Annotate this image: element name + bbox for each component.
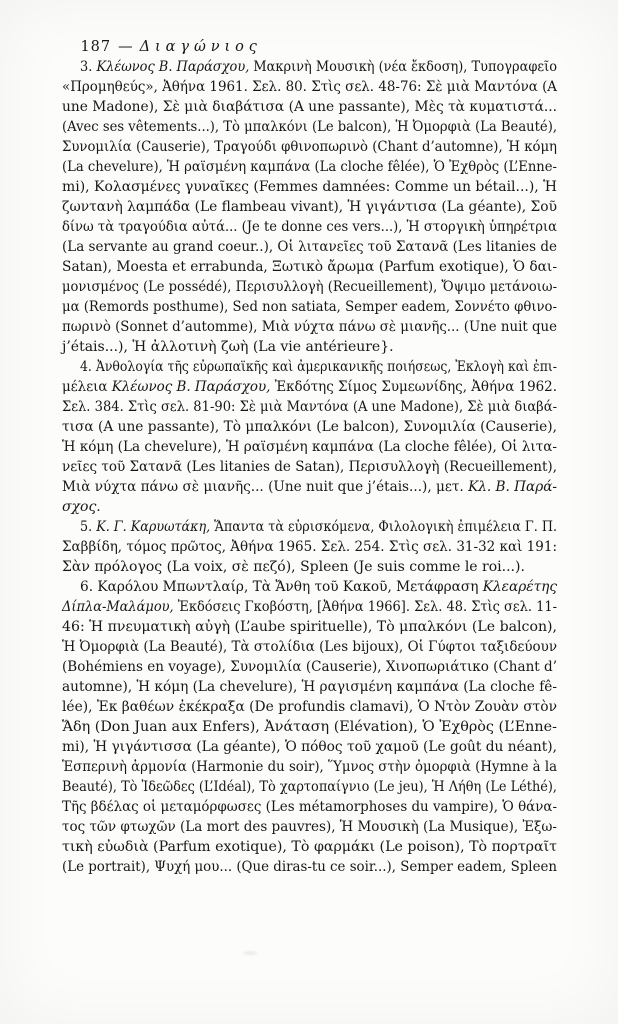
text-segment: j’étais...), Ἡ ἀλλοτινὴ ζωὴ (La vie antérieure}. [62,339,394,355]
bibliography-entry [62,517,557,577]
author-name-italic: Κ. Γ. Καρυωτάκη, [96,519,211,535]
text-line [62,657,557,677]
text-segment: une Madone), Σὲ μιὰ διαβάτισα (A une passante), Μὲς τὰ κυματιστά... [62,99,557,115]
text-segment: mi), Κολασμένες γυναῖκες (Femmes damnées: Comme un bétail...), Ἡ [62,179,557,195]
text-line [62,97,557,117]
text-line [62,837,557,857]
text-line [62,77,557,97]
text-line [62,717,557,737]
text-segment: Τῆς βδέλας οἱ μεταμόρφωσες (Les métamorphoses du vampire), Ὁ θάνα- [62,799,557,815]
header-separator: — [118,39,133,55]
text-line [62,137,557,157]
text-segment: Ἅπαντα τὰ εὑρισκόμενα, Φιλολογικὴ ἐπιμέλεια Γ. Π. [210,519,557,535]
text-line [62,677,557,697]
text-segment: (La servante au grand coeur..), Οἱ λιτανεῖες τοῦ Σατανᾶ (Les litanies de [62,239,557,255]
text-line [62,177,557,197]
text-line [62,117,557,137]
scan-smudge [243,951,257,955]
text-segment: μα (Remords posthume), Sed non satiata, Semper eadem, Σοννέτο φθινο- [62,299,557,315]
text-segment: Ἅδη (Don Juan aux Enfers), Ἀνάταση (Elévation), Ὁ Ἐχθρὸς (L’Enne- [62,719,557,735]
text-segment: Satan), Moesta et errabunda, Ξωτικὸ ἄρωμα (Parfum exotique), Ὁ δαι- [62,259,557,275]
text-segment: lée), Ἐκ βαθέων ἐκέκραξα (De profundis clamavi), Ὁ Ντὸν Ζουὰν στὸν [62,699,557,715]
text-segment: (Bohémiens en voyage), Συνομιλία (Causerie), Χινοπωριάτικο (Chant d’ [62,659,557,675]
text-line [62,517,557,537]
text-segment: Beauté), Τὸ Ἰδεῶδες (L’Idéal), Τὸ χαρτοπαίγνιο (Le jeu), Ἡ Λήθη (Le Léthé), [62,779,557,795]
text-segment: Σαββίδη, τόμος πρῶτος, Ἀθήνα 1965. Σελ. 254. Στὶς σελ. 31-32 καὶ 191: [62,539,557,555]
text-block [62,57,557,877]
text-line [62,597,557,617]
text-segment: νεῖες τοῦ Σατανᾶ (Les litanies de Satan), Περισυλλογὴ (Recueillement), [62,459,557,475]
text-segment: Ἐκδόσεις Γκοβόστη, [Ἀθήνα 1966]. Σελ. 48. Στὶς σελ. 11- [173,599,557,615]
text-line [62,417,557,437]
text-segment: (La chevelure), Ἡ ραϊσμένη καμπάνα (La cloche fêlée), Ὁ Ἐχθρὸς (L’Enne- [62,159,557,175]
text-line [62,617,557,637]
text-line [62,257,557,277]
text-segment: μονισμένος (Le possédé), Περισυλλογὴ (Recueillement), Ὄψιμο μετάνοιω- [62,279,557,295]
author-name-italic: σχος. [62,499,101,515]
text-segment: πωρινὸ (Sonnet d’automme), Μιὰ νύχτα πάνω σὲ μιανῆς... (Une nuit que [62,319,557,335]
author-name-italic: Κλέωνος Β. Παράσχου, [96,59,250,75]
author-name-italic: Κλ. Β. Παρά- [468,479,557,495]
text-segment: 5. [80,519,97,535]
text-line [62,857,557,877]
text-segment: τικὴ εὐωδιὰ (Parfum exotique), Τὸ φαρμάκι (Le poison), Τὸ πορτραῖτ [62,839,557,855]
text-line [62,397,557,417]
text-segment: (Avec ses vêtements...), Τὸ μπαλκόνι (Le balcon), Ἡ Ὀμορφιὰ (La Beauté), [62,119,557,135]
author-name-italic: Κλεαρέτης [482,579,557,595]
text-segment: (Le portrait), Ψυχή μου... (Que diras-tu ce soir...), Semper eadem, Spleen [62,859,557,875]
text-segment: Σὰν πρόλογος (La voix, σὲ πεζό), Spleen (Je suis comme le roi...). [62,559,525,575]
text-line [62,777,557,797]
text-segment: «Προμηθεύς», Ἀθήνα 1961. Σελ. 80. Στὶς σελ. 48-76: Σὲ μιὰ Μαντόνα (A [62,79,557,95]
author-name-italic: Δίπλα-Μαλάμου, [62,599,174,615]
bibliography-entry [62,357,557,517]
text-line [62,797,557,817]
text-segment: ζωντανὴ λαμπάδα (Le flambeau vivant), Ἡ γιγάντισα (La géante), Σοῦ [62,199,557,215]
text-line [62,337,557,357]
text-segment: Ἡ Ὀμορφιὰ (La Beauté), Τὰ στολίδια (Les bijoux), Οἱ Γύφτοι ταξιδεύουν [62,639,557,655]
text-line [62,497,557,517]
text-line [62,637,557,657]
bibliography-entry [62,57,557,357]
text-line [62,217,557,237]
text-line [62,197,557,217]
text-segment: Ἐκδότης Σίμος Συμεωνίδης, Ἀθήνα 1962. [270,379,557,395]
author-name-italic: Κλέωνος Β. Παράσχου, [111,379,271,395]
text-line [62,237,557,257]
text-segment: δίνω τὰ τραγούδια αὐτά... (Je te donne ces vers...), Ἡ στοργικὴ ὑπηρέτρια [62,219,557,235]
text-segment: mi), Ἡ γιγάντισσα (La géante), Ὁ πόθος τοῦ χαμοῦ (Le goût du néant), [62,739,557,755]
text-line [62,297,557,317]
text-segment: 4. Ἀνθολογία τῆς εὐρωπαϊκῆς καὶ ἀμερικανικῆς ποιήσεως, Ἐκλογὴ καὶ ἐπι- [80,359,557,375]
text-segment: Μιὰ νύχτα πάνω σὲ μιανῆς... (Une nuit que j’étais...), μετ. [62,479,469,495]
bibliography-entry [62,577,557,877]
text-segment: automne), Ἡ κόμη (La chevelure), Ἡ ραγισμένη καμπάνα (La cloche fê- [62,679,557,695]
page-number: 187 [80,39,112,55]
text-segment: 46: Ἡ πνευματικὴ αὐγὴ (L’aube spirituelle), Τὸ μπαλκόνι (Le balcon), [62,619,557,635]
text-segment: 3. [80,59,97,75]
text-line [62,737,557,757]
text-line [62,477,557,497]
text-line [62,57,557,77]
text-line [62,377,557,397]
text-line [62,157,557,177]
text-segment: Σελ. 384. Στὶς σελ. 81-90: Σὲ μιὰ Μαντόνα (A une Madone), Σὲ μιὰ διαβά- [62,399,557,415]
text-line [62,357,557,377]
text-line [62,757,557,777]
text-line [62,557,557,577]
text-segment: 6. Καρόλου Μπωντλαίρ, Τὰ Ἄνθη τοῦ Κακοῦ, Μετάφραση [80,579,483,595]
text-segment: Συνομιλία (Causerie), Τραγούδι φθινοπωρινὸ (Chant d’automne), Ἡ κόμη [62,139,557,155]
text-line [62,437,557,457]
text-line [62,457,557,477]
text-line [62,697,557,717]
text-segment: Ἡ κόμη (La chevelure), Ἡ ραϊσμένη καμπάνα (La cloche fêlée), Οἱ λιτα- [62,439,557,455]
text-line [62,277,557,297]
text-line [62,577,557,597]
text-segment: μέλεια [62,379,112,395]
text-line [62,317,557,337]
text-segment: Μακρινὴ Μουσικὴ (νέα ἔκδοση), Τυπογραφεῖο [249,59,557,75]
running-title: Διαγώνιος [139,39,262,55]
text-segment: τισα (A une passante), Τὸ μπαλκόνι (Le balcon), Συνομιλία (Causerie), [62,419,557,435]
text-segment: Ἑσπερινὴ ἁρμονία (Harmonie du soir), Ὕμνος στὴν ὀμορφιὰ (Hymne à la [62,759,557,775]
text-line [62,817,557,837]
text-segment: τος τῶν φτωχῶν (La mort des pauvres), Ἡ Μουσικὴ (La Musique), Ἐξω- [62,819,557,835]
text-line [62,537,557,557]
